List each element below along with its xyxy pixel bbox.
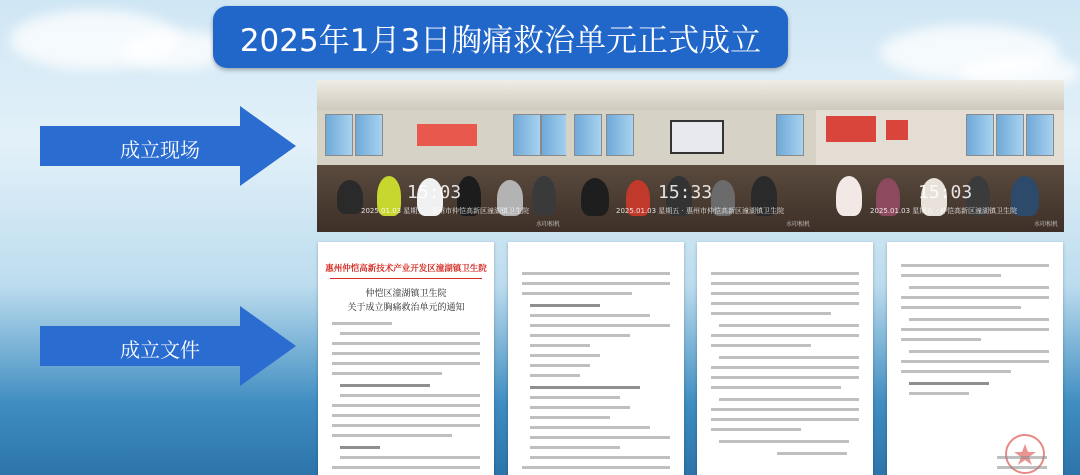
meeting-photo [566,80,816,232]
doc-title: 关于成立胸痛救治单元的通知 [347,303,465,313]
document-page-3 [697,242,873,475]
doc-org: 仲恺区潼湖镇卫生院 [365,289,447,299]
photo-time: 15:03 [407,182,462,203]
meeting-photo [816,80,1064,232]
photo-info: 2025.01.03 星期五 · 惠州市仲恺高新区潼湖镇卫生院 [616,207,784,215]
page-title: 2025年1月3日胸痛救治单元正式成立 [239,22,762,59]
photo-time: 15:33 [658,182,713,203]
photo-app: 水印相机 [1033,221,1058,228]
photo-time: 15:03 [918,182,973,203]
photo-info: 2025.01.03 星期五 · 仲恺高新区潼湖镇卫生院 [870,207,1017,215]
meeting-photo [317,80,566,232]
docs-label: 成立文件 [120,338,200,362]
site-label: 成立现场 [120,138,200,162]
photo-app: 水印相机 [535,221,560,228]
document-page-1 [318,242,494,475]
photo-info: 2025.01.03 星期五 · 惠州市仲恺高新区潼湖镇卫生院 [361,207,529,215]
doc-header: 惠州仲恺高新技术产业开发区潼湖镇卫生院 [325,264,487,274]
document-page-4 [887,242,1063,475]
photo-app: 水印相机 [785,221,810,228]
document-page-2 [508,242,684,475]
title-banner [213,6,788,68]
